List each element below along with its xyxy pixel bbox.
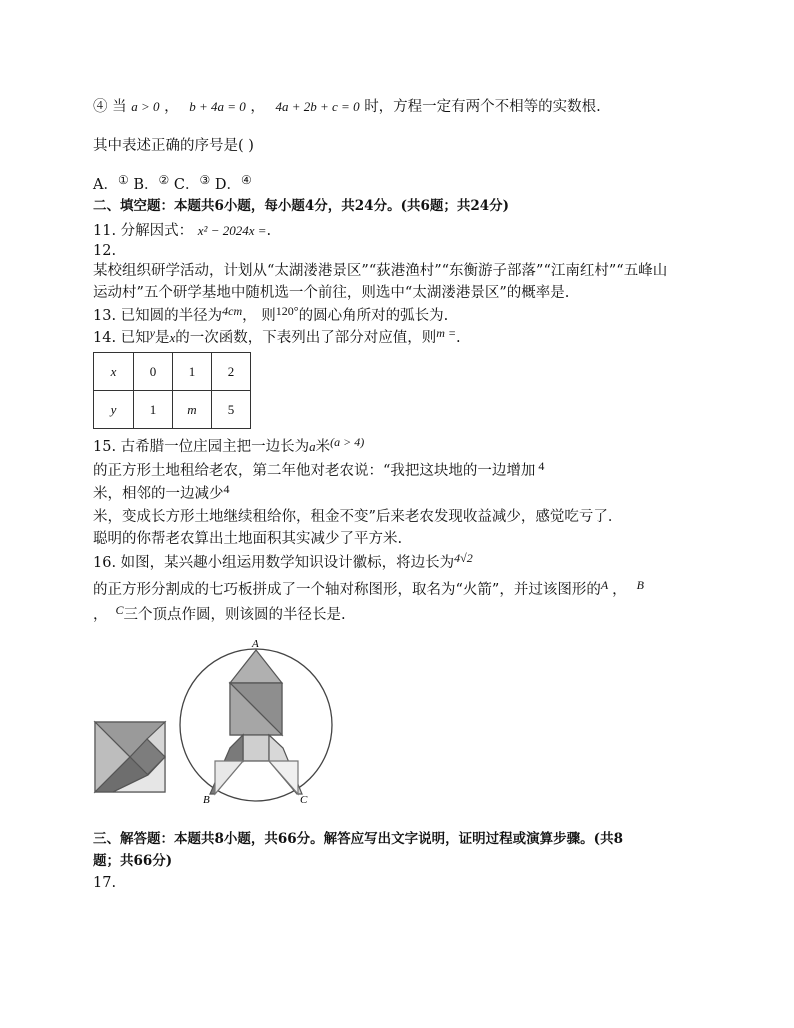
option-c-value: ③ [199,173,211,187]
tangram-square [95,722,165,792]
q16-line2: 的正方形分割成的七巧板拼成了一个轴对称图形，取名为“火箭”，并过该图形的$^A$ ， $^B$ [93,578,645,598]
q14: 14. 已知$^y$是x的一次函数，下表列出了部分对应值，则$^{m =}$. [93,326,461,346]
table-cell: 2 [212,353,251,391]
section2-heading: 二、填空题：本题共6小题，每小题4分，共24分。(共6题；共24分) [93,198,510,214]
q12-number: 12. [93,243,117,259]
q15-condition: (a > 4) [330,435,365,449]
q14-m: m = [436,326,457,340]
table-cell: 5 [212,391,251,429]
section3-heading-line2: 题；共66分) [93,853,173,869]
rocket-shape [210,650,302,794]
option-d-value: ④ [241,173,252,187]
q10-prompt: 其中表述正确的序号是( ) [93,138,254,154]
q17-number: 17. [93,875,117,891]
option-a-label: A． [93,177,118,193]
q12-line2: 运动村”五个研学基地中随机选一个前往，则选中“太湖溇港景区”的概率是. [93,285,570,301]
condition-3: 4a + 2b + c = 0 [275,99,360,114]
q11-expression: x² − 2024x = [197,223,267,238]
section3-heading-line1: 三、解答题：本题共8小题，共66分。解答应写出文字说明，证明过程或演算步骤。(共8 [93,831,623,847]
item-marker: ④ [93,99,108,115]
q13-radius: 4cm [222,304,243,318]
q15-line2: 的正方形土地租给老农，第二年他对老农说：“我把这块地的一边增加 $^4$ [93,459,545,479]
option-d-label: D． [214,177,242,193]
table-cell: 1 [173,353,212,391]
condition-2: b + 4a = 0 [189,99,246,114]
q11: 11. 分解因式： x² − 2024x =. [93,223,272,239]
figure-label-a: A [252,638,259,650]
q16-line1: 16. 如图，某兴趣小组运用数学知识设计徽标，将边长为$^{4√2}$ [93,551,473,571]
q15-line1: 15. 古希腊一位庄园主把一边长为a米$^{(a > 4)}$ [93,435,365,455]
table-cell: 0 [134,353,173,391]
q15-line3: 米，相邻的一边减少$^4$ [93,482,230,502]
q13-angle: 120° [275,304,299,318]
q15-line4: 米，变成长方形土地继续租给你，租金不变”后来老农发现收益减少，感觉吃亏了． [93,509,623,525]
option-c-label: C． [173,177,200,193]
table-cell: x [94,353,134,391]
option-a-value: ① [117,173,129,187]
q16-side-length: 4√2 [454,551,473,565]
table-cell: 1 [134,391,173,429]
option-b-value: ② [158,173,170,187]
condition-1: a > 0 [131,99,160,114]
q15-line5: 聪明的你帮老农算出土地面积其实减少了平方米. [93,531,403,547]
q12-line1: 某校组织研学活动，计划从“太湖溇港景区”“荻港渔村”“东衡游子部落”“江南红村”“五峰山 [93,263,668,279]
figure-label-b: B [203,794,210,806]
option-b-label: B． [133,177,159,193]
q13: 13. 已知圆的半径为$^{4cm}$， 则$^{120^\circ}$的圆心角所对的弧长为. [93,304,449,324]
table-cell: m [173,391,212,429]
figure-label-c: C [300,794,308,806]
table-cell: y [94,391,134,429]
q10-item4: ④ 当 a > 0 ， b + 4a = 0 ， 4a + 2b + c = 0 时，方程一定有两个不相等的实数根. [93,99,601,115]
q16-line3: ， $^C$三个顶点作圆，则该圆的半径长是. [93,603,346,623]
